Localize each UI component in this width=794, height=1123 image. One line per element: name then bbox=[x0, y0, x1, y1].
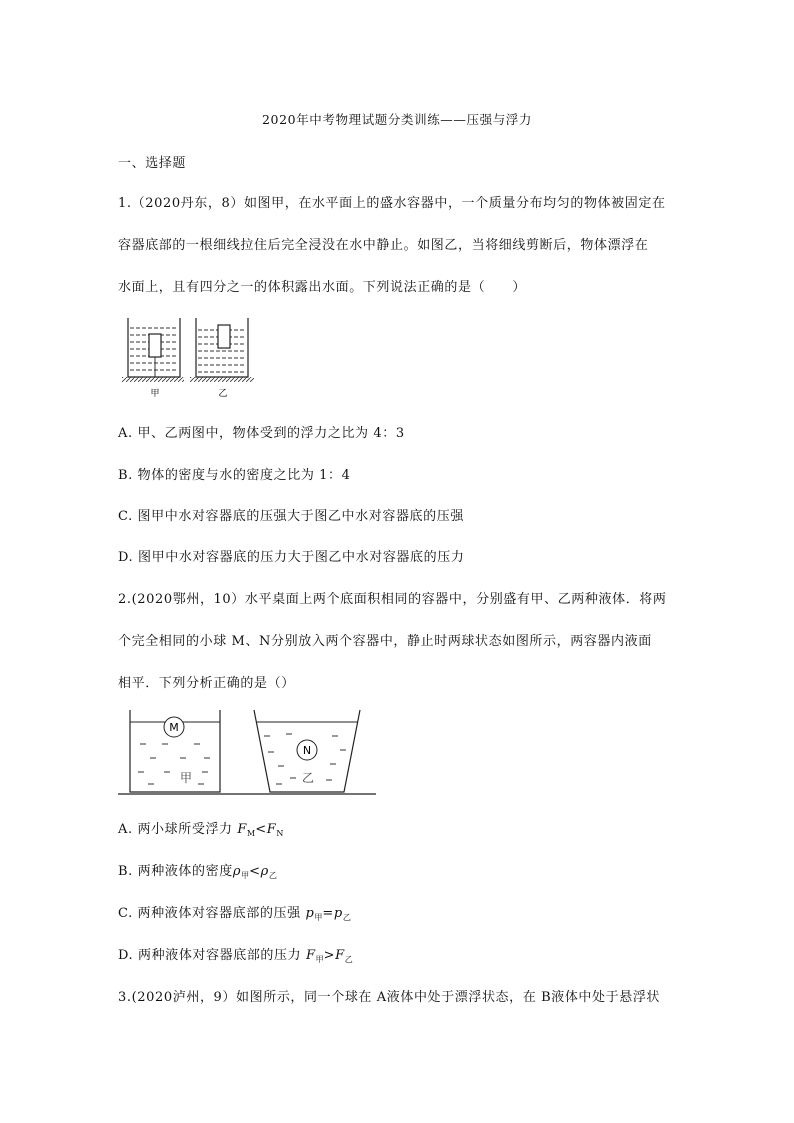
q2-option-b: B. 两种液体的密度$\rho_甲<\rho_乙$ bbox=[118, 864, 277, 880]
q1-option-c: C. 图甲中水对容器底的压强大于图乙中水对容器底的压强 bbox=[118, 509, 464, 524]
q1-label-yi: 乙 bbox=[218, 389, 228, 399]
q1-option-d: D. 图甲中水对容器底的压力大于图乙中水对容器底的压力 bbox=[118, 550, 465, 565]
q1-line-2: 容器底部的一根细线拉住后完全浸没在水中静止。如图乙，当将细线剪断后，物体漂浮在 bbox=[118, 238, 649, 253]
q3-line-1: 3.(2020泸州，9）如图所示，同一个球在 A液体中处于漂浮状态，在 B液体中处于悬浮状 bbox=[118, 990, 661, 1005]
q1-label-jia: 甲 bbox=[150, 389, 160, 399]
q1-option-a: A. 甲、乙两图中，物体受到的浮力之比为 4：3 bbox=[118, 426, 405, 441]
q2-liquid-yi: 乙 bbox=[302, 771, 315, 785]
q1-line-1: 1.（2020丹东，8）如图甲，在水平面上的盛水容器中，一个质量分布均匀的物体被固定在 bbox=[118, 196, 666, 211]
q2-ball-n-label: N bbox=[302, 744, 312, 757]
page-title: 2020年中考物理试题分类训练——压强与浮力 bbox=[261, 112, 532, 127]
q2-ball-m-label: M bbox=[169, 721, 179, 734]
q1-ground-left bbox=[122, 377, 184, 382]
q1-ground-right bbox=[190, 377, 254, 382]
q2-figure bbox=[118, 700, 380, 800]
q2-line-2: 个完全相同的小球 M、N分别放入两个容器中，静止时两球状态如图所示，两容器内液面 bbox=[118, 634, 652, 649]
q1-object-right bbox=[218, 325, 230, 348]
q1-object-left bbox=[149, 334, 161, 357]
q2-option-c: C. 两种液体对容器底部的压强 $p_甲=p_乙$ bbox=[118, 906, 351, 922]
section-heading: 一、选择题 bbox=[118, 156, 187, 171]
q2-option-d: D. 两种液体对容器底部的压力 $F_甲>F_乙$ bbox=[118, 948, 353, 964]
q1-line-3: 水面上，且有四分之一的体积露出水面。下列说法正确的是（ ） bbox=[118, 280, 527, 295]
q1-figure bbox=[118, 310, 268, 400]
q2-line-1: 2.(2020鄂州，10）水平桌面上两个底面积相同的容器中，分别盛有甲、乙两种液体．将两 bbox=[118, 592, 667, 607]
q2-line-3: 相平．下列分析正确的是（） bbox=[118, 676, 295, 691]
q2-liquid-jia: 甲 bbox=[180, 771, 193, 785]
q1-option-b: B. 物体的密度与水的密度之比为 1：4 bbox=[118, 468, 351, 483]
q2-option-a: A. 两小球所受浮力 $F_M<F_N$ bbox=[118, 822, 284, 838]
